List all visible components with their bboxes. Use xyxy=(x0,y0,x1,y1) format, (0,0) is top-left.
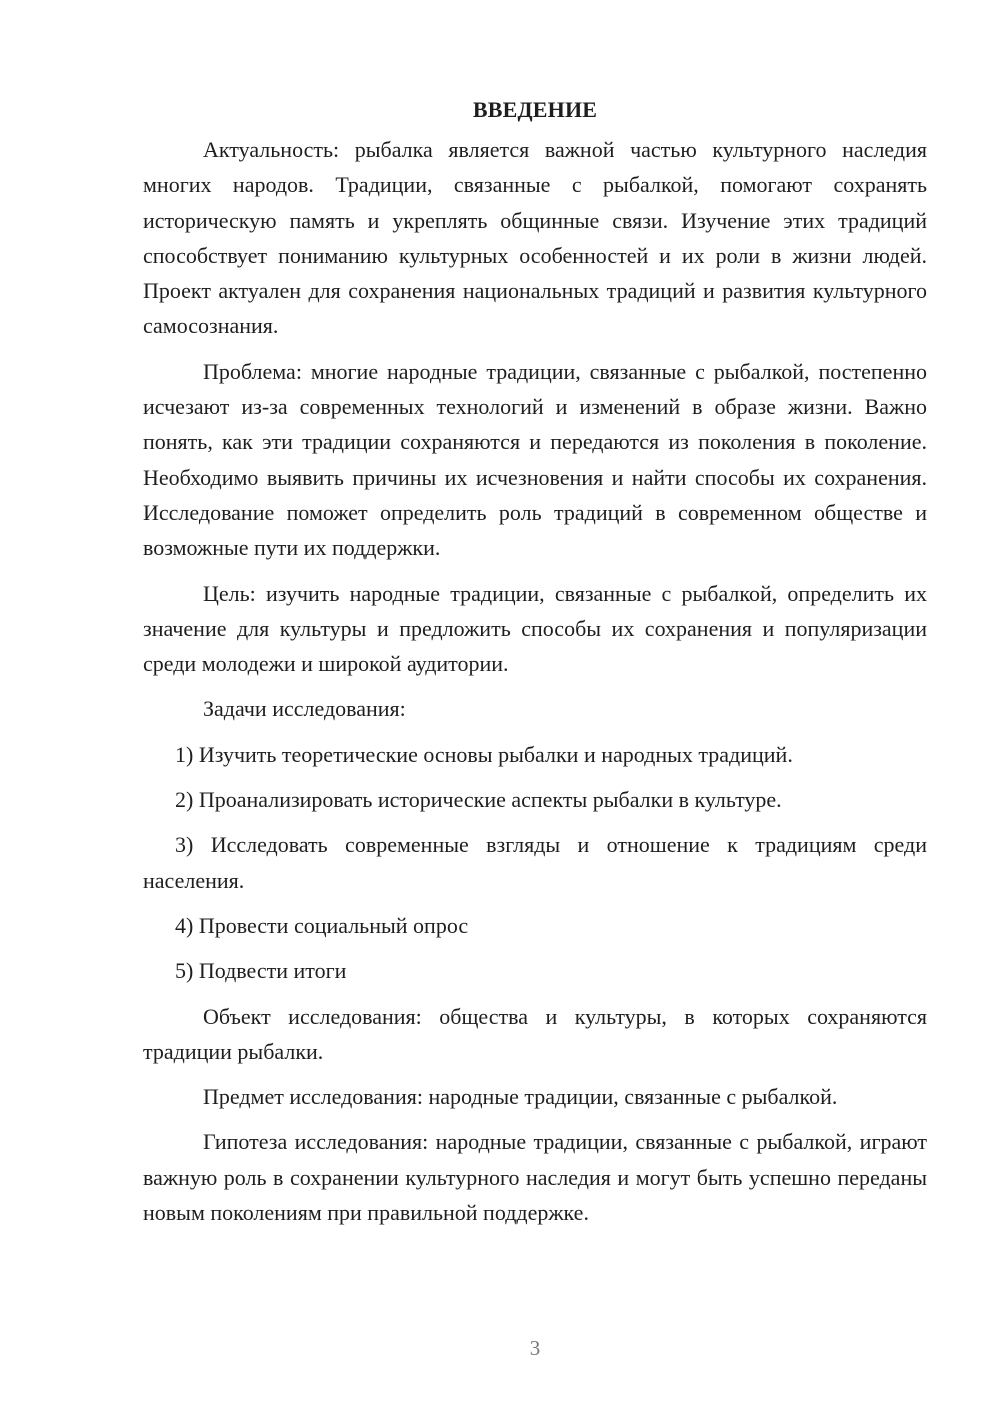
paragraph-problem: Проблема: многие народные традиции, связанные с рыбалкой, постепенно исчезают из-за современных технологий и изменений в образе жизни. Важно понять, как эти традиции сохраняются и передаются из поколения в поколение. Необходимо выявить причины их исчезновения и найти способы их сохранения. Исследование поможет определить роль традиций в современном обществе и возможные пути их поддержки. xyxy=(143,358,927,561)
page-number: 3 xyxy=(529,1336,541,1360)
task-item-5: 5) Подвести итоги xyxy=(175,958,347,984)
paragraph-hypothesis: Гипотеза исследования: народные традиции, связанные с рыбалкой, играют важную роль в сохранении культурного наследия и могут быть успешно переданы новым поколениям при правильной поддержке. xyxy=(143,1129,927,1226)
task-item-2: 2) Проанализировать исторические аспекты рыбалки в культуре. xyxy=(175,787,782,813)
task-item-1: 1) Изучить теоретические основы рыбалки и народных традиций. xyxy=(175,741,793,767)
paragraph-object: Объект исследования: общества и культуры, в которых сохраняются традиции рыбалки. xyxy=(143,1003,927,1064)
paragraph-goal: Цель: изучить народные традиции, связанные с рыбалкой, определить их значение для культуры и предложить способы их сохранения и популяризации среди молодежи и широкой аудитории. xyxy=(143,580,927,677)
paragraph-subject: Предмет исследования: народные традиции, связанные с рыбалкой. xyxy=(203,1084,838,1110)
page-body xyxy=(143,95,927,1240)
tasks-heading: Задачи исследования: xyxy=(203,696,406,722)
task-item-4: 4) Провести социальный опрос xyxy=(175,912,469,938)
task-item-3: 3) Исследовать современные взгляды и отношение к традициям среди населения. xyxy=(143,832,927,893)
paragraph-relevance: Актуальность: рыбалка является важной частью культурного наследия многих народов. Традиции, связанные с рыбалкой, помогают сохранять историческую память и укреплять общинные связи. Изучение этих традиций способствует пониманию культурных особенностей и их роли в жизни людей. Проект актуален для сохранения национальных традиций и развития культурного самосознания. xyxy=(143,137,927,339)
page-title: ВВЕДЕНИЕ xyxy=(472,97,598,122)
